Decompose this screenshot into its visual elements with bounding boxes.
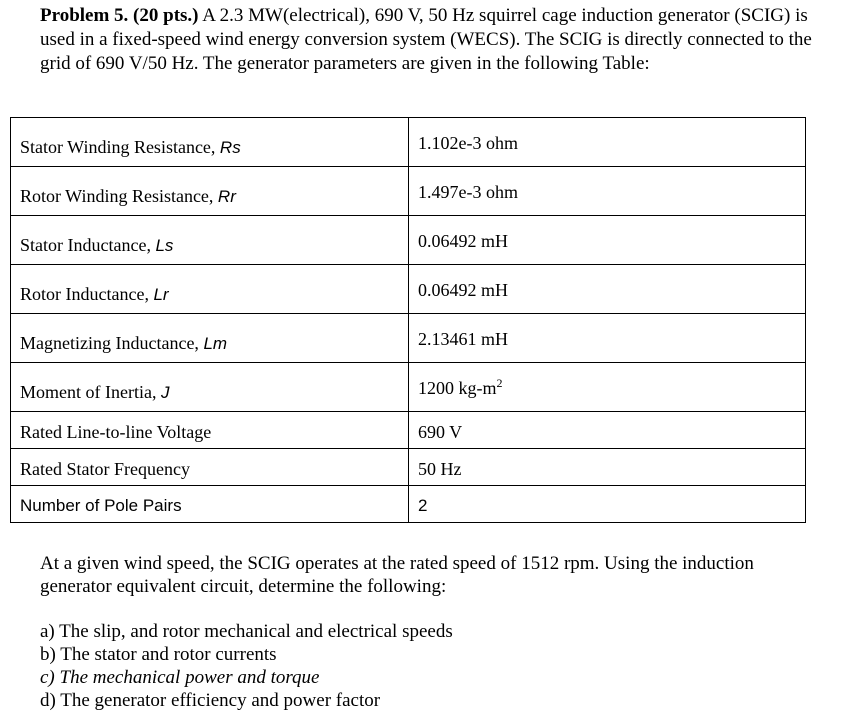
- param-value: 1.497e-3 ohm: [409, 167, 806, 216]
- followup-paragraph: At a given wind speed, the SCIG operates at the rated speed of 1512 rpm. Using the induction generator equivalent circuit, determine the following:: [40, 553, 754, 597]
- param-label-cell: [11, 118, 409, 167]
- param-symbol: Rs: [219, 138, 241, 157]
- param-label: Stator Inductance,: [20, 235, 156, 255]
- param-label: Rotor Inductance,: [20, 284, 154, 304]
- param-value-cell: [409, 363, 806, 412]
- param-value: 2.13461 mH: [409, 314, 806, 363]
- question-d: d) The generator efficiency and power factor: [40, 690, 381, 711]
- param-label: Rated Line-to-line Voltage: [11, 412, 409, 449]
- param-symbol: J: [160, 383, 170, 402]
- table-row: [11, 167, 806, 216]
- table-row: [11, 363, 806, 412]
- table-row: [11, 118, 806, 167]
- param-label: Magnetizing Inductance,: [20, 333, 204, 353]
- param-symbol: Rr: [217, 187, 236, 206]
- generator-parameters-table: [10, 117, 806, 523]
- question-b: b) The stator and rotor currents: [40, 644, 277, 665]
- param-label: Rated Stator Frequency: [11, 449, 409, 486]
- param-symbol: Lm: [203, 334, 228, 353]
- question-a: a) The slip, and rotor mechanical and electrical speeds: [40, 621, 453, 642]
- table-row: [11, 265, 806, 314]
- param-label: Stator Winding Resistance,: [20, 137, 220, 157]
- param-value: 0.06492 mH: [409, 265, 806, 314]
- param-value: 690 V: [409, 412, 806, 449]
- problem-heading: Problem 5. (20 pts.): [40, 5, 199, 26]
- param-label-cell: [11, 216, 409, 265]
- param-value: 2: [409, 486, 806, 523]
- table-row: [11, 314, 806, 363]
- table-row: [11, 412, 806, 449]
- problem-statement: A 2.3 MW(electrical), 690 V, 50 Hz squirrel cage induction generator (SCIG) is used in a fixed-speed wind energy conversion system (WECS). The SCIG is directly connected to the grid of 690 V/50 Hz. The generator parameters are given in the following Table:: [40, 5, 812, 74]
- param-value: 1.102e-3 ohm: [409, 118, 806, 167]
- param-label-cell: [11, 167, 409, 216]
- param-label: Rotor Winding Resistance,: [20, 186, 218, 206]
- param-label-cell: [11, 265, 409, 314]
- param-label: Moment of Inertia,: [20, 382, 161, 402]
- table-row: [11, 216, 806, 265]
- table-row: [11, 449, 806, 486]
- param-symbol: Ls: [155, 236, 174, 255]
- param-value-exponent: 2: [496, 376, 503, 390]
- table-row: [11, 486, 806, 523]
- param-symbol: Lr: [153, 285, 169, 304]
- question-list: [40, 620, 740, 712]
- param-value: 50 Hz: [409, 449, 806, 486]
- param-value: 1200 kg-m: [418, 378, 497, 398]
- param-label: Number of Pole Pairs: [11, 486, 409, 523]
- problem-intro: [40, 4, 820, 76]
- param-label-cell: [11, 314, 409, 363]
- param-label-cell: [11, 363, 409, 412]
- param-value: 0.06492 mH: [409, 216, 806, 265]
- question-c: c) The mechanical power and torque: [40, 667, 320, 688]
